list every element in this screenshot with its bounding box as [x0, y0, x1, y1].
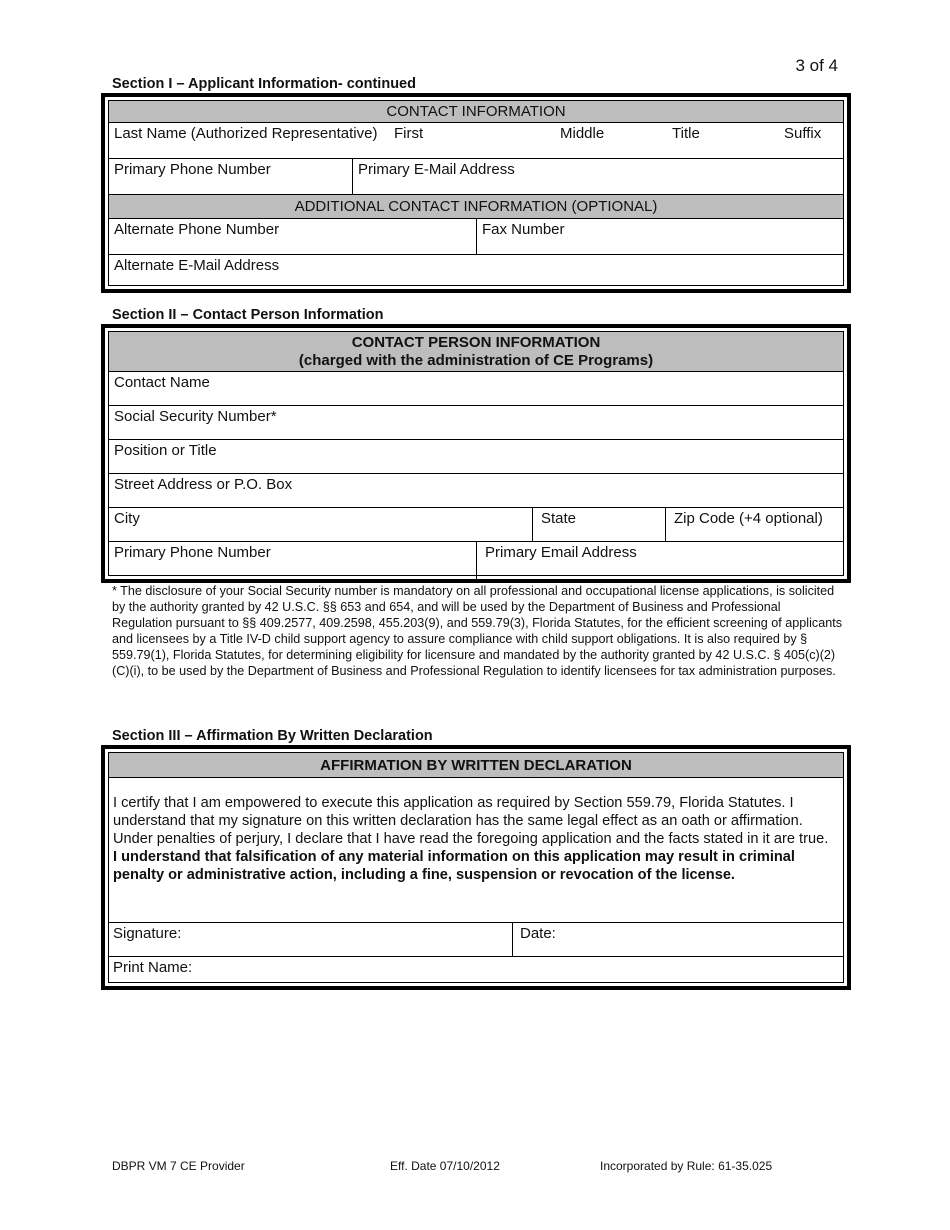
signature-field[interactable] [109, 923, 512, 956]
print-name-field[interactable] [109, 957, 843, 991]
alt-phone-field[interactable] [109, 219, 476, 254]
contact-info-header: CONTACT INFORMATION [109, 101, 843, 123]
primary-email-field[interactable] [352, 159, 843, 194]
footer-eff-date: Eff. Date 07/10/2012 [390, 1159, 500, 1173]
primary-email-label: Primary E-Mail Address [358, 161, 515, 178]
contact-phone-email-row [109, 542, 843, 579]
contact-person-header-line1: CONTACT PERSON INFORMATION [351, 333, 601, 351]
affirmation-header: AFFIRMATION BY WRITTEN DECLARATION [109, 753, 843, 778]
state-field[interactable] [532, 508, 665, 541]
contact-person-header-line2: (charged with the administration of CE Programs) [298, 351, 654, 369]
alt-phone-fax-row [109, 219, 843, 255]
position-label: Position or Title [114, 442, 217, 459]
street-address-label: Street Address or P.O. Box [114, 476, 293, 493]
phone-email-row [109, 159, 843, 195]
alt-phone-label: Alternate Phone Number [114, 221, 280, 238]
primary-phone-field[interactable] [109, 159, 352, 194]
date-label: Date: [520, 925, 556, 942]
date-field[interactable] [512, 923, 843, 956]
suffix-label: Suffix [784, 125, 822, 142]
section-3-title: Section III – Affirmation By Written Declaration [112, 728, 433, 744]
city-label: City [114, 510, 140, 527]
additional-contact-header: ADDITIONAL CONTACT INFORMATION (OPTIONAL) [109, 195, 843, 219]
last-name-label: Last Name (Authorized Representative) [114, 125, 378, 142]
affirmation-text-bold: I understand that falsification of any material information on this application may result in criminal penalty or administrative action, including a fine, suspension or revocation of the license. [113, 849, 795, 883]
section-2-box [101, 324, 851, 583]
ssn-label: Social Security Number* [114, 408, 277, 425]
section-2-title: Section II – Contact Person Information [112, 307, 384, 323]
signature-label: Signature: [113, 925, 182, 942]
fax-field[interactable] [476, 219, 843, 254]
middle-name-label: Middle [560, 125, 605, 142]
section-1-title: Section I – Applicant Information- continued [112, 76, 416, 92]
contact-name-label: Contact Name [114, 374, 210, 391]
fax-label: Fax Number [482, 221, 565, 238]
state-label: State [541, 510, 577, 527]
title-label: Title [672, 125, 700, 142]
ssn-field[interactable] [109, 406, 843, 440]
section-1-box [101, 93, 851, 293]
primary-phone-label: Primary Phone Number [114, 161, 271, 178]
footer-rule: Incorporated by Rule: 61-35.025 [600, 1159, 773, 1173]
section-3-box [101, 745, 851, 990]
city-state-zip-row [109, 508, 843, 542]
ssn-disclosure: * The disclosure of your Social Security number is mandatory on all professional and occupational license applications, is solicited by the authority granted by 42 U.S.C. §§ 653 and 654, and will be used by the Department of Business and Professional Regulation pursuant to §§ 409.2577, 409.2598, 455.203(9), and 559.79(3), Florida Statutes, for the efficient screening of applicants and licensees by a Title IV-D child support agency to assure compliance with child support obligations. It is also required by § 559.79(1), Florida Statutes, for determining eligibility for licensure and mandated by the authority granted by 42 U.S.C. § 405(c)(2)(C)(i), to be used by the Department of Business and Professional Regulation to identify licensees for tax administration purposes. [112, 584, 843, 679]
print-name-label: Print Name: [113, 959, 193, 976]
contact-name-field[interactable] [109, 372, 843, 406]
name-row [109, 123, 843, 159]
footer-form-id: DBPR VM 7 CE Provider [112, 1159, 245, 1173]
contact-person-header [109, 332, 843, 372]
affirmation-text [109, 778, 843, 923]
contact-email-label: Primary Email Address [485, 544, 637, 561]
alt-email-field[interactable] [109, 255, 843, 291]
city-field[interactable] [109, 508, 532, 541]
affirmation-text-plain: I certify that I am empowered to execute this application as required by Section 559.79, Florida Statutes. I understand that my signature on this written declaration has the same legal effect as an oath or affirmation. Under penalties of perjury, I declare that I have read the foregoing application and the facts stated in it are true. [113, 795, 829, 847]
position-field[interactable] [109, 440, 843, 474]
page-number: 3 of 4 [795, 56, 838, 75]
contact-email-field[interactable] [476, 542, 843, 579]
signature-date-row [109, 923, 843, 957]
alt-email-label: Alternate E-Mail Address [114, 257, 280, 274]
contact-phone-label: Primary Phone Number [114, 544, 271, 561]
street-address-field[interactable] [109, 474, 843, 508]
contact-phone-field[interactable] [109, 542, 476, 579]
first-name-label: First [394, 125, 424, 142]
zip-field[interactable] [665, 508, 843, 541]
zip-label: Zip Code (+4 optional) [674, 510, 823, 527]
